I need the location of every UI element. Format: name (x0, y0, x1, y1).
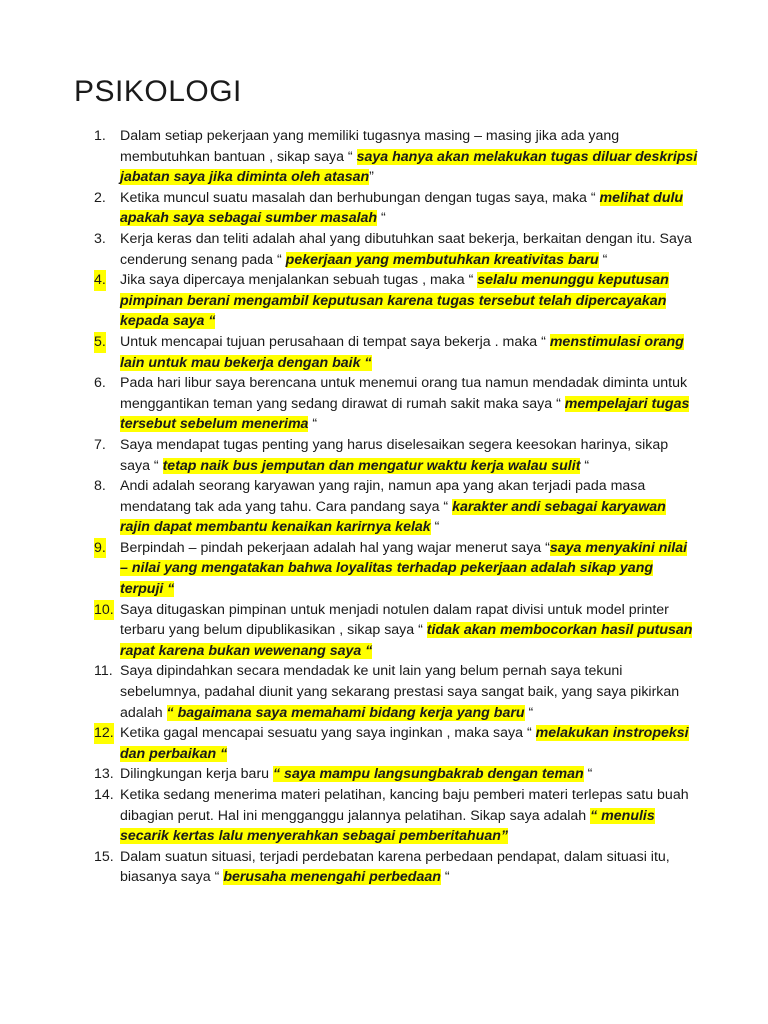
item-closing-text: “ (377, 210, 386, 227)
list-item (74, 332, 698, 373)
item-number: 7. (94, 436, 106, 453)
item-number: 8. (94, 478, 106, 495)
item-question-text: Untuk mencapai tujuan perusahaan di tempat saya bekerja . maka “ (120, 333, 550, 350)
item-highlighted-answer: “ menulis secarik kertas lalu menyerahkan sebagai pemberitahuan” (120, 807, 655, 845)
item-question-text: Ketika sedang menerima materi pelatihan, kancing baju pemberi materi terlepas satu buah dibagian perut. Hal ini mengganggu jalannya pelatihan. Sikap saya adalah (120, 787, 689, 824)
item-number: 9. (94, 538, 106, 559)
item-highlighted-answer: berusaha menengahi perbedaan (223, 869, 441, 886)
item-question-text: Berpindah – pindah pekerjaan adalah hal yang wajar menerut saya “ (120, 539, 550, 556)
item-closing-text: “ (308, 416, 318, 433)
item-number: 12. (94, 723, 114, 744)
item-highlighted-answer: “ saya mampu langsungbakrab dengan teman (273, 766, 584, 783)
item-highlighted-answer: tidak akan membocorkan hasil putusan rapat karena bukan wewenang saya “ (120, 622, 693, 659)
item-closing-text: “ (440, 869, 450, 886)
item-number: 5. (94, 332, 106, 353)
list-item (74, 785, 698, 847)
item-closing-text: “ (583, 766, 593, 783)
item-highlighted-answer: tetap naik bus jemputan dan mengatur waktu kerja walau sulit (162, 457, 581, 474)
item-question-text: Dilingkungan kerja baru (120, 766, 274, 783)
item-highlighted-answer: selalu menunggu keputusan pimpinan berani mengambil keputusan karena tugas tersebut telah dipercayakan kepada saya “ (120, 272, 669, 330)
item-question-text: Dalam suatun situasi, terjadi perdebatan karena perbedaan pendapat, dalam situasi itu, biasanya saya “ (120, 848, 670, 886)
list-item (74, 476, 698, 538)
item-question-text: Saya ditugaskan pimpinan untuk menjadi notulen dalam rapat divisi untuk model printer terbaru yang belum dipublikasikan , sikap saya “ (120, 601, 669, 639)
item-question-text: Ketika gagal mencapai sesuatu yang saya inginkan , maka saya “ (120, 725, 536, 742)
item-number: 15. (94, 848, 114, 865)
list-item (74, 764, 698, 785)
item-number: 1. (94, 128, 106, 144)
item-highlighted-answer: pekerjaan yang membutuhkan kreativitas baru (285, 251, 599, 268)
item-highlighted-answer: saya hanya akan melakukan tugas diluar deskripsi jabatan saya jika diminta oleh atasan (120, 148, 698, 186)
item-number: 2. (94, 189, 106, 206)
item-number: 14. (94, 787, 114, 803)
list-item (74, 126, 698, 188)
page-title: PSIKOLOGI (74, 75, 242, 108)
item-closing-text: “ (580, 457, 590, 474)
list-item (74, 723, 698, 764)
item-number: 11. (94, 663, 113, 680)
item-highlighted-answer: saya menyakini nilai – nilai yang mengatakan bahwa loyalitas terhadap pekerjaan adalah sikap yang terpuji “ (120, 539, 688, 598)
item-closing-text: “ (524, 704, 534, 721)
list-item (74, 538, 698, 600)
item-number: 13. (94, 766, 114, 783)
list-item (74, 661, 698, 723)
item-closing-text: “ (598, 251, 608, 268)
list-item (74, 847, 698, 888)
item-highlighted-answer: karakter andi sebagai karyawan rajin dapat membantu kenaikan karirnya kelak (120, 498, 666, 536)
item-question-text: Kerja keras dan teliti adalah ahal yang dibutuhkan saat bekerja, berkaitan dengan itu. Saya cenderung senang pada “ (120, 230, 692, 268)
item-question-text: Saya dipindahkan secara mendadak ke unit lain yang belum pernah saya tekuni sebelumnya, padahal diunit yang sekarang prestasi saya sangat baik, yang saya pikirkan adalah (120, 663, 680, 721)
item-highlighted-answer: mempelajari tugas tersebut sebelum menerima (120, 395, 690, 433)
list-item (74, 600, 698, 662)
list-item (74, 188, 698, 229)
item-highlighted-answer: melihat dulu apakah saya sebagai sumber masalah (120, 189, 684, 227)
list-item (74, 373, 698, 435)
item-question-text: Ketika muncul suatu masalah dan berhubungan dengan tugas saya, maka “ (120, 189, 600, 206)
item-question-text: Pada hari libur saya berencana untuk menemui orang tua namun mendadak diminta untuk menggantikan teman yang sedang dirawat di rumah sakit maka saya “ (120, 375, 688, 412)
item-number: 6. (94, 375, 106, 392)
item-highlighted-answer: “ bagaimana saya memahami bidang kerja yang baru (166, 704, 525, 721)
item-number: 3. (94, 230, 106, 247)
list-item (74, 270, 698, 332)
item-closing-text: ” (369, 169, 374, 186)
list-item (74, 229, 698, 270)
item-highlighted-answer: melakukan instropeksi dan perbaikan “ (120, 725, 689, 762)
item-question-text: Andi adalah seorang karyawan yang rajin, namun apa yang akan terjadi pada masa mendatang tak ada yang tahu. Cara pandang saya “ (120, 478, 646, 515)
item-question-text: Dalam setiap pekerjaan yang memiliki tugasnya masing – masing jika ada yang membutuhkan bantuan , sikap saya “ (120, 128, 620, 165)
item-number: 10. (94, 600, 114, 621)
item-highlighted-answer: menstimulasi orang lain untuk mau bekerja dengan baik “ (120, 333, 684, 371)
item-question-text: Jika saya dipercaya menjalankan sebuah tugas , maka “ (120, 272, 478, 289)
list-item (74, 435, 698, 476)
item-question-text: Saya mendapat tugas penting yang harus diselesaikan segera keesokan harinya, sikap saya “ (120, 436, 669, 474)
question-list (74, 126, 698, 888)
item-number: 4. (94, 270, 106, 291)
item-closing-text: “ (430, 519, 440, 536)
